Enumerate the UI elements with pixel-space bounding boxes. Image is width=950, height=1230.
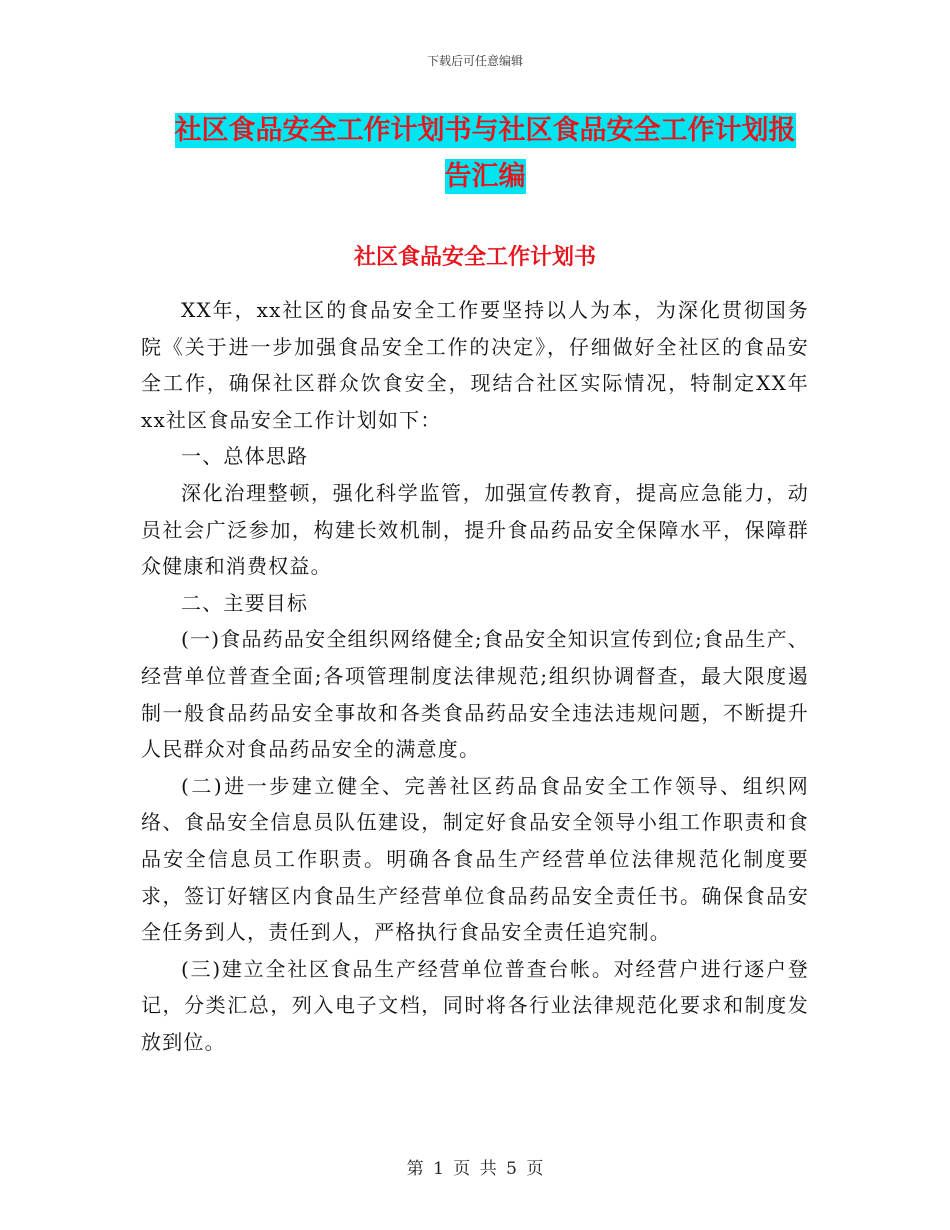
document-body <box>141 292 809 1060</box>
paragraph-overall-approach: 深化治理整顿，强化科学监管，加强宣传教育，提高应急能力，动员社会广泛参加，构建长效机制，提升食品药品安全保障水平，保障群众健康和消费权益。 <box>141 480 809 579</box>
paragraph-goal-3: (三)建立全社区食品生产经营单位普查台帐。对经营户进行逐户登记，分类汇总，列入电子文档，同时将各行业法律规范化要求和制度发放到位。 <box>141 956 809 1054</box>
heading-overall-approach: 一、总体思路 <box>181 444 309 469</box>
document-title <box>140 108 830 200</box>
header-note: 下载后可任意编辑 <box>426 54 523 68</box>
heading-main-goals: 二、主要目标 <box>181 590 309 615</box>
section-title: 社区食品安全工作计划书 <box>353 244 596 270</box>
paragraph-goal-2: (二)进一步建立健全、完善社区药品食品安全工作领导、组织网络、食品安全信息员队伍建设，制定好食品安全领导小组工作职责和食品安全信息员工作职责。明确各食品生产经营单位法律规范化制度要求，签订好辖区内食品生产经营单位食品药品安全责任书。确保食品安全任务到人，责任到人，严格执行食品安全责任追究制。 <box>141 773 809 945</box>
paragraph-goal-1: (一)食品药品安全组织网络健全;食品安全知识宣传到位;食品生产、经营单位普查全面;各项管理制度法律规范;组织协调督查，最大限度遏制一般食品药品安全事故和各类食品药品安全违法违规问题，不断提升人民群众对食品药品安全的满意度。 <box>141 627 809 762</box>
document-title-line2: 告汇编 <box>444 161 526 192</box>
document-title-line1: 社区食品安全工作计划书与社区食品安全工作计划报 <box>174 115 796 146</box>
paragraph-intro: XX年，xx社区的食品安全工作要坚持以人为本，为深化贯彻国务院《关于进一步加强食品安全工作的决定》，仔细做好全社区的食品安全工作，确保社区群众饮食安全，现结合社区实际情况，特制定XX年xx社区食品安全工作计划如下： <box>141 298 809 432</box>
page-footer: 第 1 页 共 5 页 <box>406 1159 544 1179</box>
